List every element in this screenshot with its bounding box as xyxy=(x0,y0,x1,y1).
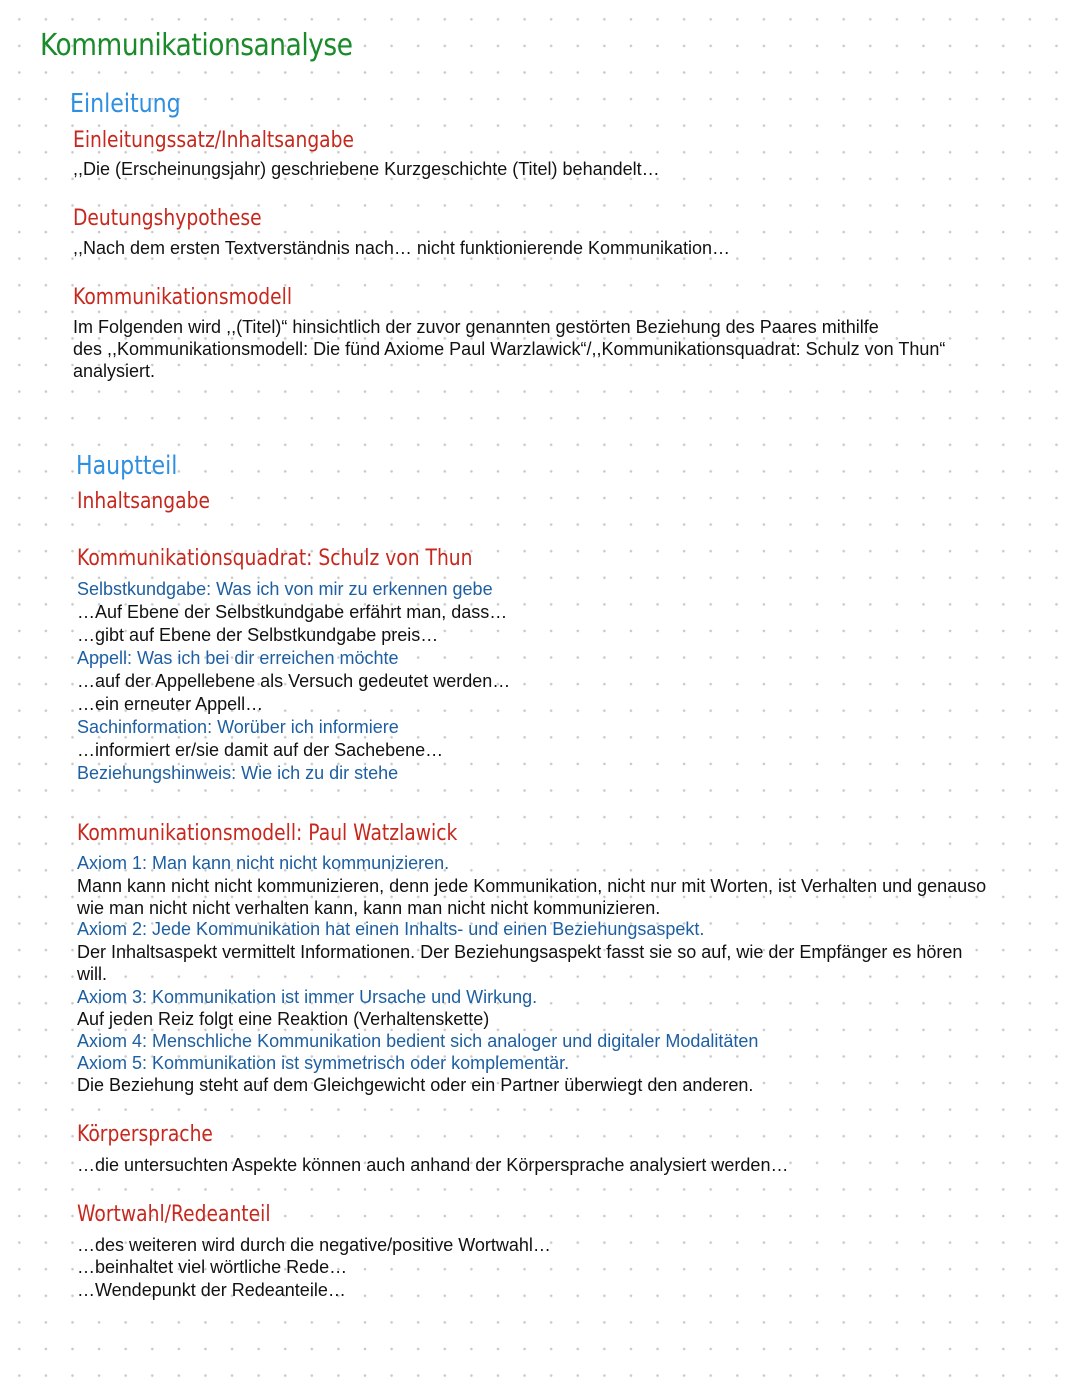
kommunikationsmodell-line-1: Im Folgenden wird ,,(Titel)“ hinsichtlich der zuvor genannten gestörten Beziehung des Paares mithilfe xyxy=(73,317,879,337)
axiom-1-line-2: wie man nicht nicht verhalten kann, kann man nicht nicht kommunizieren. xyxy=(77,898,661,918)
quadrat-title: Kommunikationsquadrat: Schulz von Thun xyxy=(77,546,473,571)
deutungshypothese-title: Deutungshypothese xyxy=(73,206,262,231)
axiom-3: Axiom 3: Kommunikation ist immer Ursache und Wirkung. xyxy=(77,987,538,1007)
deutungshypothese-text: ,,Nach dem ersten Textverständnis nach… nicht funktionierende Kommunikation… xyxy=(73,238,731,258)
axiom-2-line-2: will. xyxy=(77,964,107,984)
axiom-3-line-1: Auf jeden Reiz folgt eine Reaktion (Verhaltenskette) xyxy=(77,1009,490,1029)
quadrat-appell-line-1: …auf der Appellebene als Versuch gedeutet werden… xyxy=(77,671,511,691)
quadrat-sachinformation-line-1: …informiert er/sie damit auf der Sachebene… xyxy=(77,740,444,760)
hauptteil-heading: Hauptteil xyxy=(76,451,178,481)
axiom-2: Axiom 2: Jede Kommunikation hat einen Inhalts- und einen Beziehungsaspekt. xyxy=(77,919,705,939)
quadrat-beziehungshinweis: Beziehungshinweis: Wie ich zu dir stehe xyxy=(77,763,399,783)
axiom-5: Axiom 5: Kommunikation ist symmetrisch oder komplementär. xyxy=(77,1053,570,1073)
einleitungssatz-title: Einleitungssatz/Inhaltsangabe xyxy=(73,128,355,153)
kommunikationsmodell-line-2: des ,,Kommunikationsmodell: Die fünd Axiome Paul Warzlawick“/,,Kommunikationsquadrat: Schulz von Thun“ xyxy=(73,339,946,359)
wortwahl-line-1: …des weiteren wird durch die negative/positive Wortwahl… xyxy=(77,1235,551,1255)
quadrat-appell: Appell: Was ich bei dir erreichen möchte xyxy=(77,648,399,668)
quadrat-sachinformation: Sachinformation: Worüber ich informiere xyxy=(77,717,399,737)
axiom-1: Axiom 1: Man kann nicht nicht kommunizieren. xyxy=(77,853,450,873)
kommunikationsmodell-line-3: analysiert. xyxy=(73,361,156,381)
axiom-1-line-1: Mann kann nicht nicht kommunizieren, denn jede Kommunikation, nicht nur mit Worten, ist Verhalten und genauso xyxy=(77,876,987,896)
koerpersprache-title: Körpersprache xyxy=(77,1122,213,1147)
axiom-2-line-1: Der Inhaltsaspekt vermittelt Informationen. Der Beziehungsaspekt fasst sie so auf, wie der Empfänger es hören xyxy=(77,942,963,962)
quadrat-selbstkundgabe-line-2: …gibt auf Ebene der Selbstkundgabe preis… xyxy=(77,625,439,645)
einleitungssatz-text: ,,Die (Erscheinungsjahr) geschriebene Kurzgeschichte (Titel) behandelt… xyxy=(73,159,660,179)
axiom-5-line-1: Die Beziehung steht auf dem Gleichgewicht oder ein Partner überwiegt den anderen. xyxy=(77,1075,754,1095)
einleitung-heading: Einleitung xyxy=(70,89,181,119)
inhaltsangabe-title: Inhaltsangabe xyxy=(77,489,210,514)
koerpersprache-text: …die untersuchten Aspekte können auch anhand der Körpersprache analysiert werden… xyxy=(77,1155,789,1175)
page-title: Kommunikationsanalyse xyxy=(40,28,353,63)
kommunikationsmodell-title: Kommunikationsmodell xyxy=(73,285,293,310)
quadrat-appell-line-2: …ein erneuter Appell… xyxy=(77,694,264,714)
wortwahl-line-3: …Wendepunkt der Redeanteile… xyxy=(77,1280,346,1300)
quadrat-selbstkundgabe-line-1: …Auf Ebene der Selbstkundgabe erfährt man, dass… xyxy=(77,602,508,622)
wortwahl-title: Wortwahl/Redeanteil xyxy=(77,1202,271,1227)
wortwahl-line-2: …beinhaltet viel wörtliche Rede… xyxy=(77,1257,348,1277)
axiom-4: Axiom 4: Menschliche Kommunikation bedient sich analoger und digitaler Modalitäten xyxy=(77,1031,759,1051)
watzlawick-title: Kommunikationsmodell: Paul Watzlawick xyxy=(77,821,458,846)
quadrat-selbstkundgabe: Selbstkundgabe: Was ich von mir zu erkennen gebe xyxy=(77,579,493,599)
